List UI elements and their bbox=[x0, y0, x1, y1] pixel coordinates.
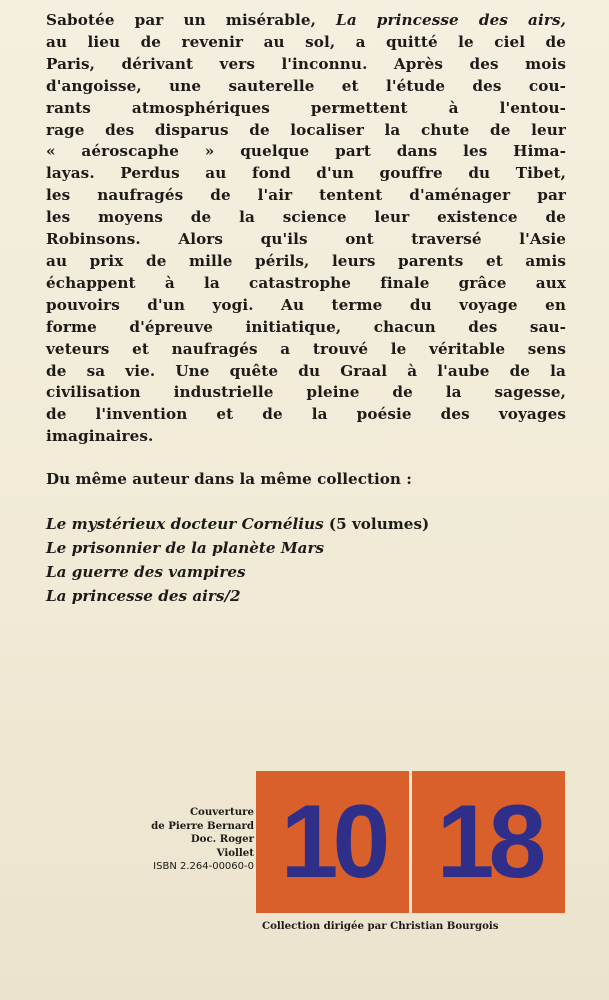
same-author-heading: Du même auteur dans la même collection : bbox=[46, 470, 412, 488]
cover-credits bbox=[150, 806, 254, 874]
blurb-line: Sabotée par un misérable, La princesse des airs, bbox=[46, 11, 566, 29]
blurb-line: au prix de mille périls, leurs parents et amis bbox=[46, 251, 566, 270]
blurb-line: Paris, dérivant vers l'inconnu. Après des mois bbox=[46, 54, 566, 73]
blurb-line: les moyens de la science leur existence de bbox=[46, 208, 566, 227]
credit-line: Couverture bbox=[189, 806, 254, 818]
blurb-line: rage des disparus de localiser la chute de leur bbox=[46, 120, 566, 139]
blurb-line: de sa vie. Une quête du Graal à l'aube de la bbox=[46, 361, 566, 380]
logo-box-right: 18 bbox=[412, 771, 565, 913]
title-list-item: La guerre des vampires bbox=[46, 563, 246, 581]
blurb-line: layas. Perdus au fond d'un gouffre du Tibet, bbox=[46, 164, 566, 183]
blurb-line: pouvoirs d'un yogi. Au terme du voyage en bbox=[46, 295, 566, 314]
title-list bbox=[46, 512, 429, 608]
credit-line: Doc. Roger Viollet bbox=[190, 833, 254, 859]
credit-line: de Pierre Bernard bbox=[151, 819, 254, 832]
blurb-line: imaginaires. bbox=[46, 427, 154, 446]
blurb-line: échappent à la catastrophe finale grâce aux bbox=[46, 273, 566, 292]
blurb-line: rants atmosphériques permettent à l'entou- bbox=[46, 98, 566, 117]
title-list-item: Le mystérieux docteur Cornélius (5 volumes) bbox=[46, 515, 430, 533]
title-list-item: La princesse des airs/2 bbox=[46, 587, 241, 605]
publisher-logo bbox=[256, 771, 565, 913]
blurb-line: les naufragés de l'air tentent d'aménager par bbox=[46, 186, 566, 205]
blurb-line: de l'invention et de la poésie des voyages bbox=[46, 405, 566, 424]
blurb-line: au lieu de revenir au sol, a quitté le ciel de bbox=[46, 32, 566, 51]
isbn-number: ISBN 2.264-00060-0 bbox=[153, 861, 254, 873]
logo-box-left: 10 bbox=[256, 771, 409, 913]
blurb-line: « aéroscaphe » quelque part dans les Hima- bbox=[46, 142, 566, 161]
blurb-line: forme d'épreuve initiatique, chacun des sau- bbox=[46, 317, 566, 336]
blurb-line: Robinsons. Alors qu'ils ont traversé l'Asie bbox=[46, 230, 566, 249]
blurb-line: veteurs et naufragés a trouvé le véritable sens bbox=[46, 339, 566, 358]
blurb-text bbox=[46, 10, 566, 448]
title-list-item: Le prisonnier de la planète Mars bbox=[46, 539, 325, 557]
blurb-line: civilisation industrielle pleine de la sagesse, bbox=[46, 383, 566, 402]
collection-editor-line: Collection dirigée par Christian Bourgois bbox=[262, 920, 499, 932]
blurb-italic-title: La princesse des airs, bbox=[336, 11, 566, 29]
blurb-line: d'angoisse, une sauterelle et l'étude des cou- bbox=[46, 76, 566, 95]
